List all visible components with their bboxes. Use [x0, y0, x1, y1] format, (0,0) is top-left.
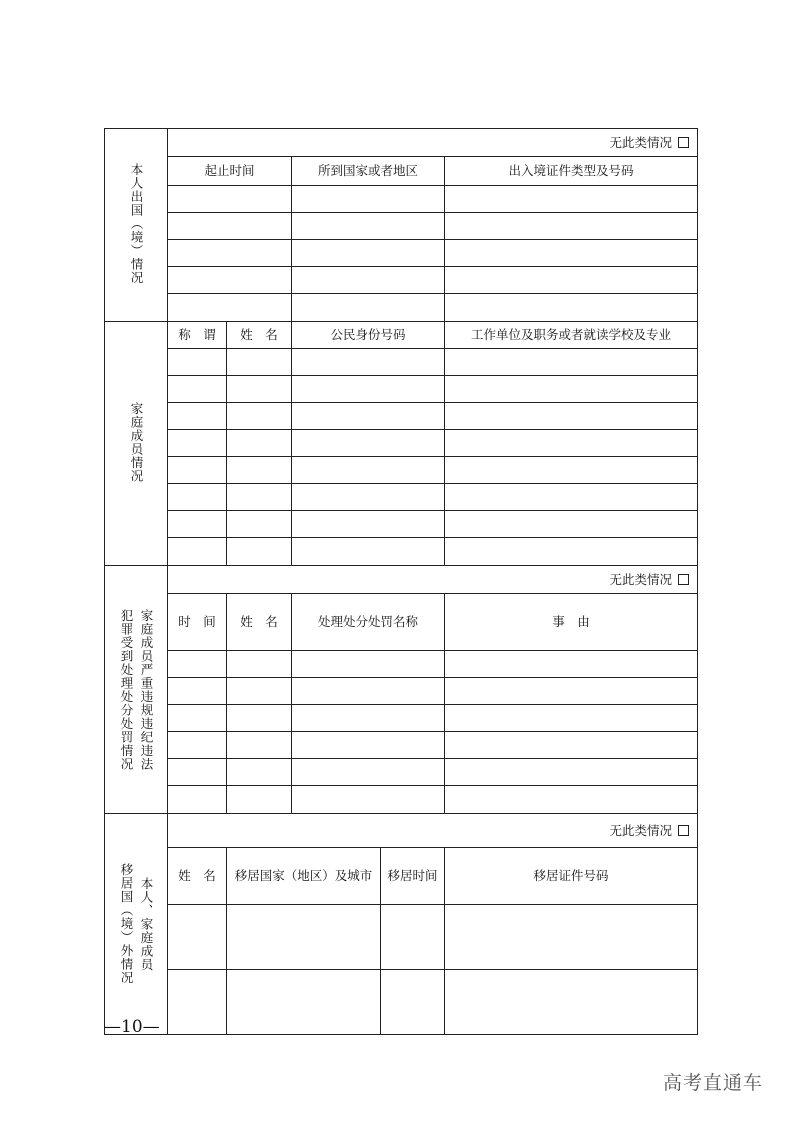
section3-row — [105, 732, 698, 759]
section3-no-case: 无此类情况 — [168, 566, 698, 594]
section1-no-case-checkbox[interactable] — [678, 137, 689, 148]
section3-header: 姓 名 — [227, 594, 292, 651]
section3-row — [105, 678, 698, 705]
watermark: 高考直通车 — [662, 1072, 763, 1094]
section4-header: 姓 名 — [168, 848, 227, 905]
section2-row — [105, 430, 698, 457]
family-overseas-form-table — [104, 128, 698, 1035]
section2-header: 称 谓 — [168, 322, 227, 349]
section1-row — [105, 294, 698, 322]
section2-row — [105, 403, 698, 430]
section1-row — [105, 240, 698, 267]
section3-row — [105, 786, 698, 814]
section2-label: 家庭成员情况 — [105, 322, 168, 566]
section2-row — [105, 511, 698, 538]
section2-row — [105, 349, 698, 376]
section2-header: 公民身份号码 — [292, 322, 445, 349]
section4-header: 移居国家（地区）及城市 — [227, 848, 381, 905]
section1-header: 所到国家或者地区 — [292, 157, 445, 186]
section2-header-row — [105, 322, 698, 349]
section4-row — [105, 970, 698, 1035]
page-number: —10— — [104, 1017, 160, 1037]
section3-no-case-checkbox[interactable] — [678, 574, 689, 585]
section1-no-case: 无此类情况 — [168, 129, 698, 157]
section4-header-row — [105, 848, 698, 905]
section3-row — [105, 651, 698, 678]
section2-row — [105, 376, 698, 403]
section2-header: 姓 名 — [227, 322, 292, 349]
section1-row — [105, 267, 698, 294]
section2-row — [105, 457, 698, 484]
section1-row — [105, 213, 698, 240]
section1-label: 本人出国（境）情况 — [105, 129, 168, 322]
section4-row — [105, 905, 698, 970]
section1-header-row — [105, 157, 698, 186]
section2-row — [105, 538, 698, 566]
section4-header: 移居时间 — [381, 848, 445, 905]
section3-header-row — [105, 594, 698, 651]
section1-header: 起止时间 — [168, 157, 292, 186]
section3-header: 处理处分处罚名称 — [292, 594, 445, 651]
section3-header: 事 由 — [445, 594, 698, 651]
section3-row — [105, 759, 698, 786]
section2-row — [105, 484, 698, 511]
section3-label: 家庭成员严重违规违纪违法 犯罪受到处理处分处罚情况 — [105, 566, 168, 814]
section1-row — [105, 186, 698, 213]
section4-no-case: 无此类情况 — [168, 814, 698, 848]
section1-header: 出入境证件类型及号码 — [445, 157, 698, 186]
section2-header: 工作单位及职务或者就读学校及专业 — [445, 322, 698, 349]
section3-row — [105, 705, 698, 732]
section4-label: 本人、家庭成员 移居国（境）外情况 — [105, 814, 168, 1035]
section4-no-case-checkbox[interactable] — [678, 825, 689, 836]
section3-header: 时 间 — [168, 594, 227, 651]
section4-header: 移居证件号码 — [445, 848, 698, 905]
